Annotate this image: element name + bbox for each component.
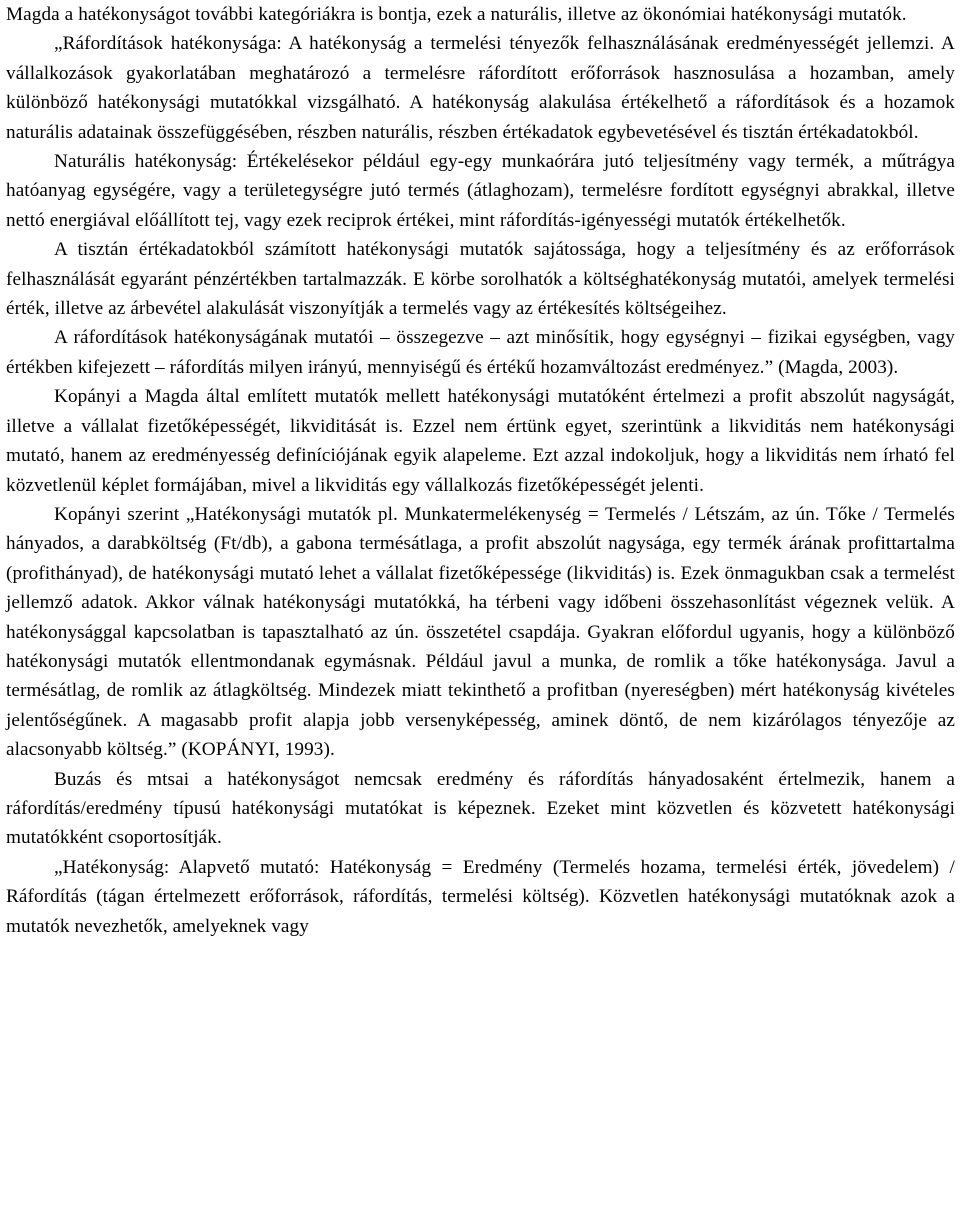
paragraph-kopanyi-mutatok: Kopányi szerint „Hatékonysági mutatók pl. Munkatermelékenység = Termelés / Létszám, az ún. Tőke / Termelés hányados, a darabköltség (Ft/db), a gabona termésátlaga, a profit abszolút nagysága, egy termék árának profittartalma (profithányad), de hatékonysági mutató lehet a vállalat fizetőképessége (likviditás) is. Ezek önmagukban csak a termelést jellemző adatok. Akkor válnak hatékonysági mutatókká, ha térbeni vagy időbeni összehasonlítást végeznek velük. A hatékonysággal kapcsolatban is tapasztalható az ún. összetétel csapdája. Gyakran előfordul ugyanis, hogy a különböző hatékonysági mutatók ellentmondanak egymásnak. Például javul a munka, de romlik a tőke hatékonysága. Javul a termésátlag, de romlik az átlagköltség. Mindezek miatt tekinthető a profitban (nyereségben) mért hatékonyság kivételes jelentőségűnek. A magasabb profit alapja jobb versenyképesség, aminek döntő, de nem kizárólagos tényezője az alacsonyabb költség.” (KOPÁNYI, 1993). [6,503,955,761]
paragraph-ertekadatok: A tisztán értékadatokból számított hatékonysági mutatók sajátossága, hogy a teljesítmény és az erőforrások felhasználását egyaránt pénzértékben tartalmazzák. E körbe sorolhatók a költséghatékonyság mutatói, amelyek termelési érték, illetve az árbevétel alakulását viszonyítják a termelés vagy az értékesítés költségeihez. [6,239,955,320]
paragraph-intro: Magda a hatékonyságot további kategóriákra is bontja, ezek a naturális, illetve az ökonómiai hatékonysági mutatók. [6,4,907,25]
paragraph-naturalis-hatekonysag: Naturális hatékonyság: Értékelésekor például egy-egy munkaórára jutó teljesítmény vagy termék, a műtrágya hatóanyag egységére, vagy a területegységre jutó termés (átlaghozam), termelésre fordított egységnyi abrakkal, illetve nettó energiával előállított tej, vagy ezek reciprok értékei, mint ráfordítás-igényességi mutatók értékelhetők. [6,151,955,231]
paragraph-buzas: Buzás és mtsai a hatékonyságot nemcsak eredmény és ráfordítás hányadosaként értelmezik, hanem a ráfordítás/eredmény típusú hatékonysági mutatókat is képeznek. Ezeket mint közvetlen és közvetett hatékonysági mutatókként csoportosítják. [6,768,955,849]
paragraph-raforditasok-hatekonysaga: „Ráfordítások hatékonysága: A hatékonyság a termelési tényezők felhasználásának eredményességét jellemzi. A vállalkozások gyakorlatában meghatározó a termelésre ráfordított erőforrások hasznosulása a hozamban, amely különböző hatékonysági mutatókkal vizsgálható. A hatékonyság alakulása értékelhető a ráfordítások és a hozamok naturális adatainak összefüggésében, részben naturális, részben értékadatok egybevetésével és tisztán értékadatokból. [6,33,955,143]
paragraph-alapveto-mutato: „Hatékonyság: Alapvető mutató: Hatékonyság = Eredmény (Termelés hozama, termelési érték, jövedelem) / Ráfordítás (tágan értelmezett erőforrások, ráfordítás, termelési költség). Közvetlen hatékonysági mutatóknak azok a mutatók nevezhetők, amelyeknek vagy [6,856,955,937]
paragraph-mutatok-osszegezve: A ráfordítások hatékonyságának mutatói – összegezve – azt minősítik, hogy egységnyi – fizikai egységben, vagy értékben kifejezett – ráfordítás milyen irányú, mennyiségű és értékű hozamváltozást eredményez.” (Magda, 2003). [6,327,955,378]
paragraph-kopanyi-likviditas: Kopányi a Magda által említett mutatók mellett hatékonysági mutatóként értelmezi a profit abszolút nagyságát, illetve a vállalat fizetőképességét, likviditását is. Ezzel nem értünk egyet, szerintünk a likviditás nem hatékonysági mutató, hanem az eredményesség definíciójának egyik alapeleme. Ezt azzal indokoljuk, hogy a likviditás nem írható fel közvetlenül képlet formájában, mivel a likviditás egy vállalkozás fizetőképességét jelenti. [6,386,955,496]
